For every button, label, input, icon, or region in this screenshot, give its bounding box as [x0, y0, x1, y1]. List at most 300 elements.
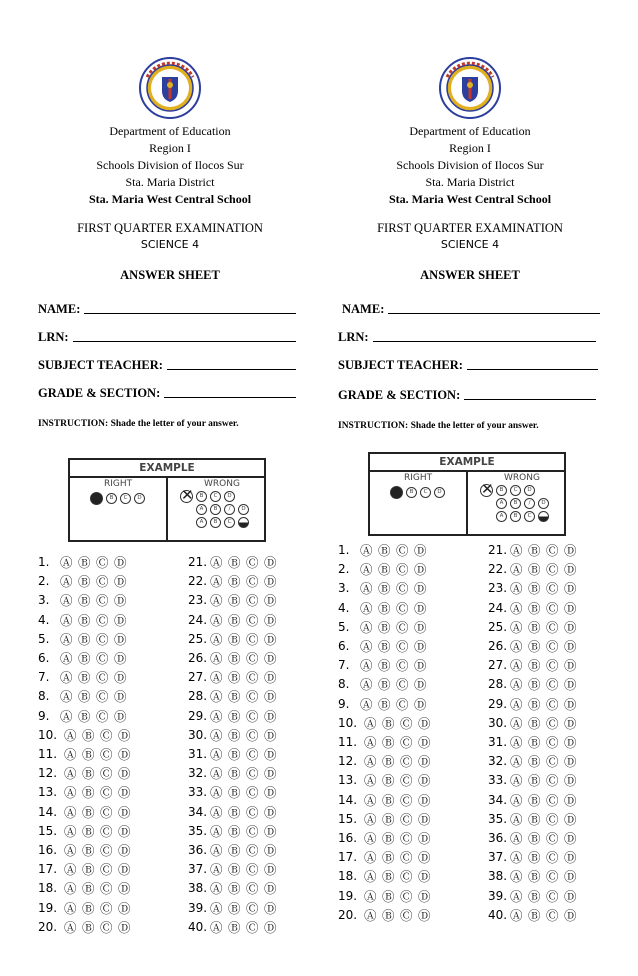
lrn-field[interactable]	[38, 327, 296, 345]
choice-b-bubble[interactable]: Ⓑ	[528, 850, 541, 866]
choice-a-bubble[interactable]: Ⓐ	[364, 907, 377, 923]
choice-d-bubble[interactable]: Ⓓ	[564, 696, 577, 712]
choice-b-bubble[interactable]: Ⓑ	[528, 581, 541, 597]
choice-d-bubble[interactable]: Ⓓ	[264, 766, 277, 782]
choice-a-bubble[interactable]: Ⓐ	[210, 574, 223, 590]
choice-b-bubble[interactable]: Ⓑ	[78, 574, 91, 590]
choice-a-bubble[interactable]: Ⓐ	[60, 593, 73, 609]
choice-d-bubble[interactable]: Ⓓ	[564, 562, 577, 578]
choice-c-bubble[interactable]: Ⓒ	[246, 727, 259, 743]
choice-d-bubble[interactable]: Ⓓ	[564, 735, 577, 750]
choice-a-bubble[interactable]: Ⓐ	[210, 766, 223, 782]
choice-a-bubble[interactable]: Ⓐ	[210, 747, 223, 762]
choice-c-bubble[interactable]: Ⓒ	[100, 823, 113, 839]
choice-c-bubble[interactable]: Ⓒ	[246, 555, 259, 570]
choice-b-bubble[interactable]: Ⓑ	[378, 696, 391, 712]
choice-b-bubble[interactable]: Ⓑ	[78, 670, 91, 686]
choice-d-bubble[interactable]: Ⓓ	[564, 792, 577, 808]
choice-b-bubble[interactable]: Ⓑ	[382, 831, 395, 846]
choice-a-bubble[interactable]: Ⓐ	[510, 869, 523, 885]
choice-d-bubble[interactable]: Ⓓ	[414, 619, 427, 635]
choice-d-bubble[interactable]: Ⓓ	[118, 862, 131, 878]
choice-c-bubble[interactable]: Ⓒ	[246, 766, 259, 782]
choice-b-bubble[interactable]: Ⓑ	[382, 888, 395, 904]
choice-d-bubble[interactable]: Ⓓ	[564, 888, 577, 904]
choice-d-bubble[interactable]: Ⓓ	[418, 792, 431, 808]
choice-d-bubble[interactable]: Ⓓ	[564, 715, 577, 731]
choice-a-bubble[interactable]: Ⓐ	[210, 823, 223, 839]
choice-b-bubble[interactable]: Ⓑ	[382, 773, 395, 789]
choice-c-bubble[interactable]: Ⓒ	[246, 900, 259, 916]
choice-c-bubble[interactable]: Ⓒ	[246, 843, 259, 858]
choice-c-bubble[interactable]: Ⓒ	[400, 811, 413, 827]
choice-a-bubble[interactable]: Ⓐ	[64, 747, 77, 762]
choice-a-bubble[interactable]: Ⓐ	[210, 727, 223, 743]
choice-d-bubble[interactable]: Ⓓ	[264, 574, 277, 590]
choice-b-bubble[interactable]: Ⓑ	[82, 727, 95, 743]
choice-a-bubble[interactable]: Ⓐ	[210, 785, 223, 801]
choice-a-bubble[interactable]: Ⓐ	[60, 631, 73, 647]
choice-a-bubble[interactable]: Ⓐ	[510, 792, 523, 808]
choice-b-bubble[interactable]: Ⓑ	[78, 612, 91, 628]
choice-c-bubble[interactable]: Ⓒ	[100, 900, 113, 916]
choice-a-bubble[interactable]: Ⓐ	[510, 543, 523, 558]
choice-c-bubble[interactable]: Ⓒ	[100, 804, 113, 820]
choice-c-bubble[interactable]: Ⓒ	[246, 747, 259, 762]
choice-d-bubble[interactable]: Ⓓ	[414, 581, 427, 597]
choice-d-bubble[interactable]: Ⓓ	[418, 773, 431, 789]
choice-c-bubble[interactable]: Ⓒ	[396, 562, 409, 578]
choice-a-bubble[interactable]: Ⓐ	[210, 651, 223, 666]
choice-d-bubble[interactable]: Ⓓ	[264, 747, 277, 762]
choice-c-bubble[interactable]: Ⓒ	[246, 919, 259, 935]
choice-d-bubble[interactable]: Ⓓ	[414, 600, 427, 616]
choice-d-bubble[interactable]: Ⓓ	[414, 562, 427, 578]
choice-a-bubble[interactable]: Ⓐ	[210, 612, 223, 628]
choice-c-bubble[interactable]: Ⓒ	[246, 804, 259, 820]
choice-c-bubble[interactable]: Ⓒ	[96, 612, 109, 628]
choice-a-bubble[interactable]: Ⓐ	[60, 612, 73, 628]
choice-d-bubble[interactable]: Ⓓ	[118, 785, 131, 801]
choice-b-bubble[interactable]: Ⓑ	[528, 715, 541, 731]
choice-c-bubble[interactable]: Ⓒ	[400, 735, 413, 750]
choice-d-bubble[interactable]: Ⓓ	[264, 862, 277, 878]
grade-field[interactable]	[38, 383, 296, 401]
choice-a-bubble[interactable]: Ⓐ	[510, 715, 523, 731]
choice-c-bubble[interactable]: Ⓒ	[100, 919, 113, 935]
choice-a-bubble[interactable]: Ⓐ	[364, 735, 377, 750]
choice-a-bubble[interactable]: Ⓐ	[64, 862, 77, 878]
choice-a-bubble[interactable]: Ⓐ	[210, 843, 223, 858]
choice-d-bubble[interactable]: Ⓓ	[264, 670, 277, 686]
choice-b-bubble[interactable]: Ⓑ	[228, 862, 241, 878]
choice-c-bubble[interactable]: Ⓒ	[100, 843, 113, 858]
choice-b-bubble[interactable]: Ⓑ	[78, 651, 91, 666]
teacher-field[interactable]	[38, 355, 296, 373]
choice-c-bubble[interactable]: Ⓒ	[246, 862, 259, 878]
choice-b-bubble[interactable]: Ⓑ	[528, 754, 541, 770]
choice-d-bubble[interactable]: Ⓓ	[114, 593, 127, 609]
choice-a-bubble[interactable]: Ⓐ	[360, 677, 373, 693]
choice-a-bubble[interactable]: Ⓐ	[510, 907, 523, 923]
choice-c-bubble[interactable]: Ⓒ	[396, 619, 409, 635]
choice-c-bubble[interactable]: Ⓒ	[546, 754, 559, 770]
choice-c-bubble[interactable]: Ⓒ	[100, 747, 113, 762]
choice-b-bubble[interactable]: Ⓑ	[528, 619, 541, 635]
choice-c-bubble[interactable]: Ⓒ	[546, 696, 559, 712]
choice-c-bubble[interactable]: Ⓒ	[400, 831, 413, 846]
choice-d-bubble[interactable]: Ⓓ	[418, 735, 431, 750]
choice-b-bubble[interactable]: Ⓑ	[82, 881, 95, 897]
choice-b-bubble[interactable]: Ⓑ	[228, 727, 241, 743]
choice-b-bubble[interactable]: Ⓑ	[378, 619, 391, 635]
choice-b-bubble[interactable]: Ⓑ	[228, 785, 241, 801]
choice-c-bubble[interactable]: Ⓒ	[400, 850, 413, 866]
choice-c-bubble[interactable]: Ⓒ	[400, 869, 413, 885]
choice-b-bubble[interactable]: Ⓑ	[228, 747, 241, 762]
choice-a-bubble[interactable]: Ⓐ	[60, 670, 73, 686]
choice-c-bubble[interactable]: Ⓒ	[246, 689, 259, 705]
choice-d-bubble[interactable]: Ⓓ	[564, 677, 577, 693]
choice-a-bubble[interactable]: Ⓐ	[364, 773, 377, 789]
choice-c-bubble[interactable]: Ⓒ	[96, 555, 109, 570]
choice-a-bubble[interactable]: Ⓐ	[64, 843, 77, 858]
choice-a-bubble[interactable]: Ⓐ	[510, 677, 523, 693]
choice-d-bubble[interactable]: Ⓓ	[114, 689, 127, 705]
choice-a-bubble[interactable]: Ⓐ	[210, 689, 223, 705]
choice-c-bubble[interactable]: Ⓒ	[400, 888, 413, 904]
choice-d-bubble[interactable]: Ⓓ	[564, 811, 577, 827]
choice-d-bubble[interactable]: Ⓓ	[564, 850, 577, 866]
choice-c-bubble[interactable]: Ⓒ	[396, 658, 409, 674]
choice-b-bubble[interactable]: Ⓑ	[382, 850, 395, 866]
choice-a-bubble[interactable]: Ⓐ	[364, 754, 377, 770]
choice-b-bubble[interactable]: Ⓑ	[382, 754, 395, 770]
choice-d-bubble[interactable]: Ⓓ	[118, 766, 131, 782]
choice-c-bubble[interactable]: Ⓒ	[546, 831, 559, 846]
choice-c-bubble[interactable]: Ⓒ	[546, 600, 559, 616]
choice-b-bubble[interactable]: Ⓑ	[228, 593, 241, 609]
choice-c-bubble[interactable]: Ⓒ	[246, 631, 259, 647]
choice-a-bubble[interactable]: Ⓐ	[364, 811, 377, 827]
choice-c-bubble[interactable]: Ⓒ	[546, 543, 559, 558]
choice-d-bubble[interactable]: Ⓓ	[418, 907, 431, 923]
choice-d-bubble[interactable]: Ⓓ	[264, 555, 277, 570]
choice-c-bubble[interactable]: Ⓒ	[246, 881, 259, 897]
choice-d-bubble[interactable]: Ⓓ	[264, 689, 277, 705]
choice-b-bubble[interactable]: Ⓑ	[228, 555, 241, 570]
choice-b-bubble[interactable]: Ⓑ	[82, 804, 95, 820]
choice-a-bubble[interactable]: Ⓐ	[510, 735, 523, 750]
choice-b-bubble[interactable]: Ⓑ	[228, 651, 241, 666]
grade-line[interactable]	[164, 397, 296, 398]
choice-a-bubble[interactable]: Ⓐ	[60, 574, 73, 590]
choice-a-bubble[interactable]: Ⓐ	[64, 823, 77, 839]
choice-c-bubble[interactable]: Ⓒ	[100, 862, 113, 878]
choice-d-bubble[interactable]: Ⓓ	[264, 651, 277, 666]
choice-c-bubble[interactable]: Ⓒ	[400, 754, 413, 770]
choice-a-bubble[interactable]: Ⓐ	[210, 631, 223, 647]
choice-c-bubble[interactable]: Ⓒ	[396, 639, 409, 654]
choice-a-bubble[interactable]: Ⓐ	[210, 919, 223, 935]
choice-d-bubble[interactable]: Ⓓ	[118, 747, 131, 762]
choice-d-bubble[interactable]: Ⓓ	[414, 696, 427, 712]
choice-c-bubble[interactable]: Ⓒ	[546, 715, 559, 731]
choice-b-bubble[interactable]: Ⓑ	[378, 677, 391, 693]
choice-c-bubble[interactable]: Ⓒ	[546, 619, 559, 635]
choice-c-bubble[interactable]: Ⓒ	[96, 651, 109, 666]
choice-b-bubble[interactable]: Ⓑ	[82, 766, 95, 782]
choice-b-bubble[interactable]: Ⓑ	[378, 639, 391, 654]
lrn-field[interactable]	[338, 327, 596, 345]
choice-a-bubble[interactable]: Ⓐ	[510, 831, 523, 846]
choice-b-bubble[interactable]: Ⓑ	[528, 773, 541, 789]
choice-a-bubble[interactable]: Ⓐ	[360, 619, 373, 635]
choice-c-bubble[interactable]: Ⓒ	[546, 581, 559, 597]
choice-a-bubble[interactable]: Ⓐ	[60, 651, 73, 666]
choice-d-bubble[interactable]: Ⓓ	[564, 754, 577, 770]
choice-c-bubble[interactable]: Ⓒ	[546, 639, 559, 654]
lrn-line[interactable]	[373, 341, 596, 342]
choice-d-bubble[interactable]: Ⓓ	[264, 881, 277, 897]
choice-c-bubble[interactable]: Ⓒ	[546, 888, 559, 904]
choice-c-bubble[interactable]: Ⓒ	[546, 562, 559, 578]
choice-c-bubble[interactable]: Ⓒ	[246, 823, 259, 839]
choice-a-bubble[interactable]: Ⓐ	[510, 754, 523, 770]
choice-b-bubble[interactable]: Ⓑ	[528, 600, 541, 616]
choice-d-bubble[interactable]: Ⓓ	[564, 600, 577, 616]
choice-d-bubble[interactable]: Ⓓ	[114, 708, 127, 724]
choice-b-bubble[interactable]: Ⓑ	[528, 735, 541, 750]
choice-a-bubble[interactable]: Ⓐ	[210, 862, 223, 878]
choice-a-bubble[interactable]: Ⓐ	[360, 639, 373, 654]
choice-c-bubble[interactable]: Ⓒ	[96, 708, 109, 724]
choice-d-bubble[interactable]: Ⓓ	[118, 919, 131, 935]
choice-c-bubble[interactable]: Ⓒ	[246, 651, 259, 666]
choice-a-bubble[interactable]: Ⓐ	[64, 919, 77, 935]
choice-d-bubble[interactable]: Ⓓ	[264, 804, 277, 820]
choice-a-bubble[interactable]: Ⓐ	[210, 900, 223, 916]
choice-b-bubble[interactable]: Ⓑ	[228, 670, 241, 686]
choice-b-bubble[interactable]: Ⓑ	[82, 900, 95, 916]
choice-b-bubble[interactable]: Ⓑ	[228, 766, 241, 782]
choice-a-bubble[interactable]: Ⓐ	[510, 639, 523, 654]
teacher-line[interactable]	[167, 369, 296, 370]
choice-b-bubble[interactable]: Ⓑ	[378, 581, 391, 597]
choice-b-bubble[interactable]: Ⓑ	[382, 869, 395, 885]
choice-c-bubble[interactable]: Ⓒ	[246, 785, 259, 801]
choice-b-bubble[interactable]: Ⓑ	[528, 562, 541, 578]
choice-a-bubble[interactable]: Ⓐ	[60, 708, 73, 724]
choice-a-bubble[interactable]: Ⓐ	[210, 708, 223, 724]
choice-d-bubble[interactable]: Ⓓ	[114, 612, 127, 628]
choice-b-bubble[interactable]: Ⓑ	[378, 600, 391, 616]
choice-b-bubble[interactable]: Ⓑ	[528, 888, 541, 904]
choice-a-bubble[interactable]: Ⓐ	[364, 850, 377, 866]
choice-a-bubble[interactable]: Ⓐ	[360, 658, 373, 674]
choice-a-bubble[interactable]: Ⓐ	[60, 689, 73, 705]
choice-b-bubble[interactable]: Ⓑ	[78, 555, 91, 570]
choice-a-bubble[interactable]: Ⓐ	[64, 785, 77, 801]
choice-b-bubble[interactable]: Ⓑ	[528, 869, 541, 885]
choice-b-bubble[interactable]: Ⓑ	[378, 543, 391, 558]
choice-c-bubble[interactable]: Ⓒ	[546, 677, 559, 693]
grade-field[interactable]	[338, 385, 596, 403]
name-field[interactable]	[342, 299, 600, 317]
choice-a-bubble[interactable]: Ⓐ	[210, 555, 223, 570]
choice-b-bubble[interactable]: Ⓑ	[78, 631, 91, 647]
teacher-line[interactable]	[467, 369, 598, 370]
choice-b-bubble[interactable]: Ⓑ	[382, 735, 395, 750]
choice-b-bubble[interactable]: Ⓑ	[378, 658, 391, 674]
choice-a-bubble[interactable]: Ⓐ	[60, 555, 73, 570]
choice-a-bubble[interactable]: Ⓐ	[64, 804, 77, 820]
choice-a-bubble[interactable]: Ⓐ	[510, 619, 523, 635]
name-line[interactable]	[388, 313, 600, 314]
choice-c-bubble[interactable]: Ⓒ	[246, 612, 259, 628]
choice-a-bubble[interactable]: Ⓐ	[360, 581, 373, 597]
choice-c-bubble[interactable]: Ⓒ	[96, 670, 109, 686]
choice-a-bubble[interactable]: Ⓐ	[64, 766, 77, 782]
choice-a-bubble[interactable]: Ⓐ	[510, 581, 523, 597]
choice-b-bubble[interactable]: Ⓑ	[82, 919, 95, 935]
choice-d-bubble[interactable]: Ⓓ	[418, 754, 431, 770]
choice-d-bubble[interactable]: Ⓓ	[414, 639, 427, 654]
choice-d-bubble[interactable]: Ⓓ	[264, 823, 277, 839]
choice-b-bubble[interactable]: Ⓑ	[382, 792, 395, 808]
choice-b-bubble[interactable]: Ⓑ	[82, 747, 95, 762]
lrn-line[interactable]	[73, 341, 296, 342]
choice-c-bubble[interactable]: Ⓒ	[546, 811, 559, 827]
choice-b-bubble[interactable]: Ⓑ	[78, 689, 91, 705]
choice-c-bubble[interactable]: Ⓒ	[96, 593, 109, 609]
choice-d-bubble[interactable]: Ⓓ	[114, 670, 127, 686]
name-line[interactable]	[84, 313, 296, 314]
choice-b-bubble[interactable]: Ⓑ	[228, 612, 241, 628]
choice-b-bubble[interactable]: Ⓑ	[228, 631, 241, 647]
choice-c-bubble[interactable]: Ⓒ	[546, 850, 559, 866]
choice-b-bubble[interactable]: Ⓑ	[228, 881, 241, 897]
choice-b-bubble[interactable]: Ⓑ	[78, 593, 91, 609]
choice-b-bubble[interactable]: Ⓑ	[528, 811, 541, 827]
choice-d-bubble[interactable]: Ⓓ	[264, 919, 277, 935]
choice-a-bubble[interactable]: Ⓐ	[360, 562, 373, 578]
choice-d-bubble[interactable]: Ⓓ	[118, 881, 131, 897]
choice-c-bubble[interactable]: Ⓒ	[546, 792, 559, 808]
choice-b-bubble[interactable]: Ⓑ	[228, 804, 241, 820]
choice-d-bubble[interactable]: Ⓓ	[118, 804, 131, 820]
choice-c-bubble[interactable]: Ⓒ	[396, 543, 409, 558]
choice-b-bubble[interactable]: Ⓑ	[528, 696, 541, 712]
choice-d-bubble[interactable]: Ⓓ	[114, 631, 127, 647]
choice-b-bubble[interactable]: Ⓑ	[228, 823, 241, 839]
choice-a-bubble[interactable]: Ⓐ	[510, 600, 523, 616]
choice-a-bubble[interactable]: Ⓐ	[64, 881, 77, 897]
choice-a-bubble[interactable]: Ⓐ	[510, 773, 523, 789]
choice-b-bubble[interactable]: Ⓑ	[528, 907, 541, 923]
choice-a-bubble[interactable]: Ⓐ	[364, 888, 377, 904]
choice-a-bubble[interactable]: Ⓐ	[364, 831, 377, 846]
choice-a-bubble[interactable]: Ⓐ	[510, 850, 523, 866]
choice-d-bubble[interactable]: Ⓓ	[264, 631, 277, 647]
choice-c-bubble[interactable]: Ⓒ	[246, 670, 259, 686]
choice-d-bubble[interactable]: Ⓓ	[564, 658, 577, 674]
choice-a-bubble[interactable]: Ⓐ	[510, 696, 523, 712]
choice-d-bubble[interactable]: Ⓓ	[264, 900, 277, 916]
choice-d-bubble[interactable]: Ⓓ	[118, 727, 131, 743]
choice-a-bubble[interactable]: Ⓐ	[64, 900, 77, 916]
choice-c-bubble[interactable]: Ⓒ	[400, 773, 413, 789]
choice-b-bubble[interactable]: Ⓑ	[528, 792, 541, 808]
choice-b-bubble[interactable]: Ⓑ	[382, 907, 395, 923]
choice-a-bubble[interactable]: Ⓐ	[210, 670, 223, 686]
choice-a-bubble[interactable]: Ⓐ	[510, 562, 523, 578]
choice-d-bubble[interactable]: Ⓓ	[264, 843, 277, 858]
choice-a-bubble[interactable]: Ⓐ	[364, 715, 377, 731]
choice-c-bubble[interactable]: Ⓒ	[96, 631, 109, 647]
choice-c-bubble[interactable]: Ⓒ	[100, 785, 113, 801]
choice-a-bubble[interactable]: Ⓐ	[510, 811, 523, 827]
choice-c-bubble[interactable]: Ⓒ	[100, 881, 113, 897]
choice-d-bubble[interactable]: Ⓓ	[414, 677, 427, 693]
choice-d-bubble[interactable]: Ⓓ	[114, 574, 127, 590]
name-field[interactable]	[38, 299, 296, 317]
choice-a-bubble[interactable]: Ⓐ	[210, 804, 223, 820]
choice-d-bubble[interactable]: Ⓓ	[418, 811, 431, 827]
choice-d-bubble[interactable]: Ⓓ	[418, 831, 431, 846]
choice-d-bubble[interactable]: Ⓓ	[114, 555, 127, 570]
choice-c-bubble[interactable]: Ⓒ	[246, 593, 259, 609]
choice-a-bubble[interactable]: Ⓐ	[510, 658, 523, 674]
grade-line[interactable]	[464, 399, 596, 400]
choice-d-bubble[interactable]: Ⓓ	[264, 593, 277, 609]
choice-c-bubble[interactable]: Ⓒ	[546, 773, 559, 789]
choice-d-bubble[interactable]: Ⓓ	[564, 639, 577, 654]
choice-b-bubble[interactable]: Ⓑ	[82, 823, 95, 839]
choice-c-bubble[interactable]: Ⓒ	[400, 907, 413, 923]
choice-b-bubble[interactable]: Ⓑ	[228, 574, 241, 590]
choice-d-bubble[interactable]: Ⓓ	[264, 612, 277, 628]
choice-d-bubble[interactable]: Ⓓ	[418, 850, 431, 866]
choice-d-bubble[interactable]: Ⓓ	[418, 869, 431, 885]
choice-b-bubble[interactable]: Ⓑ	[228, 919, 241, 935]
choice-c-bubble[interactable]: Ⓒ	[96, 574, 109, 590]
choice-c-bubble[interactable]: Ⓒ	[246, 708, 259, 724]
choice-d-bubble[interactable]: Ⓓ	[564, 543, 577, 558]
choice-d-bubble[interactable]: Ⓓ	[418, 715, 431, 731]
choice-b-bubble[interactable]: Ⓑ	[228, 689, 241, 705]
choice-c-bubble[interactable]: Ⓒ	[100, 727, 113, 743]
choice-d-bubble[interactable]: Ⓓ	[418, 888, 431, 904]
choice-c-bubble[interactable]: Ⓒ	[400, 715, 413, 731]
choice-b-bubble[interactable]: Ⓑ	[382, 715, 395, 731]
choice-b-bubble[interactable]: Ⓑ	[78, 708, 91, 724]
choice-d-bubble[interactable]: Ⓓ	[564, 907, 577, 923]
choice-d-bubble[interactable]: Ⓓ	[118, 900, 131, 916]
choice-b-bubble[interactable]: Ⓑ	[82, 862, 95, 878]
choice-c-bubble[interactable]: Ⓒ	[100, 766, 113, 782]
choice-b-bubble[interactable]: Ⓑ	[382, 811, 395, 827]
choice-b-bubble[interactable]: Ⓑ	[82, 843, 95, 858]
choice-a-bubble[interactable]: Ⓐ	[510, 888, 523, 904]
choice-a-bubble[interactable]: Ⓐ	[64, 727, 77, 743]
choice-c-bubble[interactable]: Ⓒ	[96, 689, 109, 705]
teacher-field[interactable]	[338, 355, 598, 373]
choice-b-bubble[interactable]: Ⓑ	[228, 900, 241, 916]
choice-b-bubble[interactable]: Ⓑ	[528, 639, 541, 654]
choice-b-bubble[interactable]: Ⓑ	[528, 658, 541, 674]
choice-c-bubble[interactable]: Ⓒ	[546, 869, 559, 885]
